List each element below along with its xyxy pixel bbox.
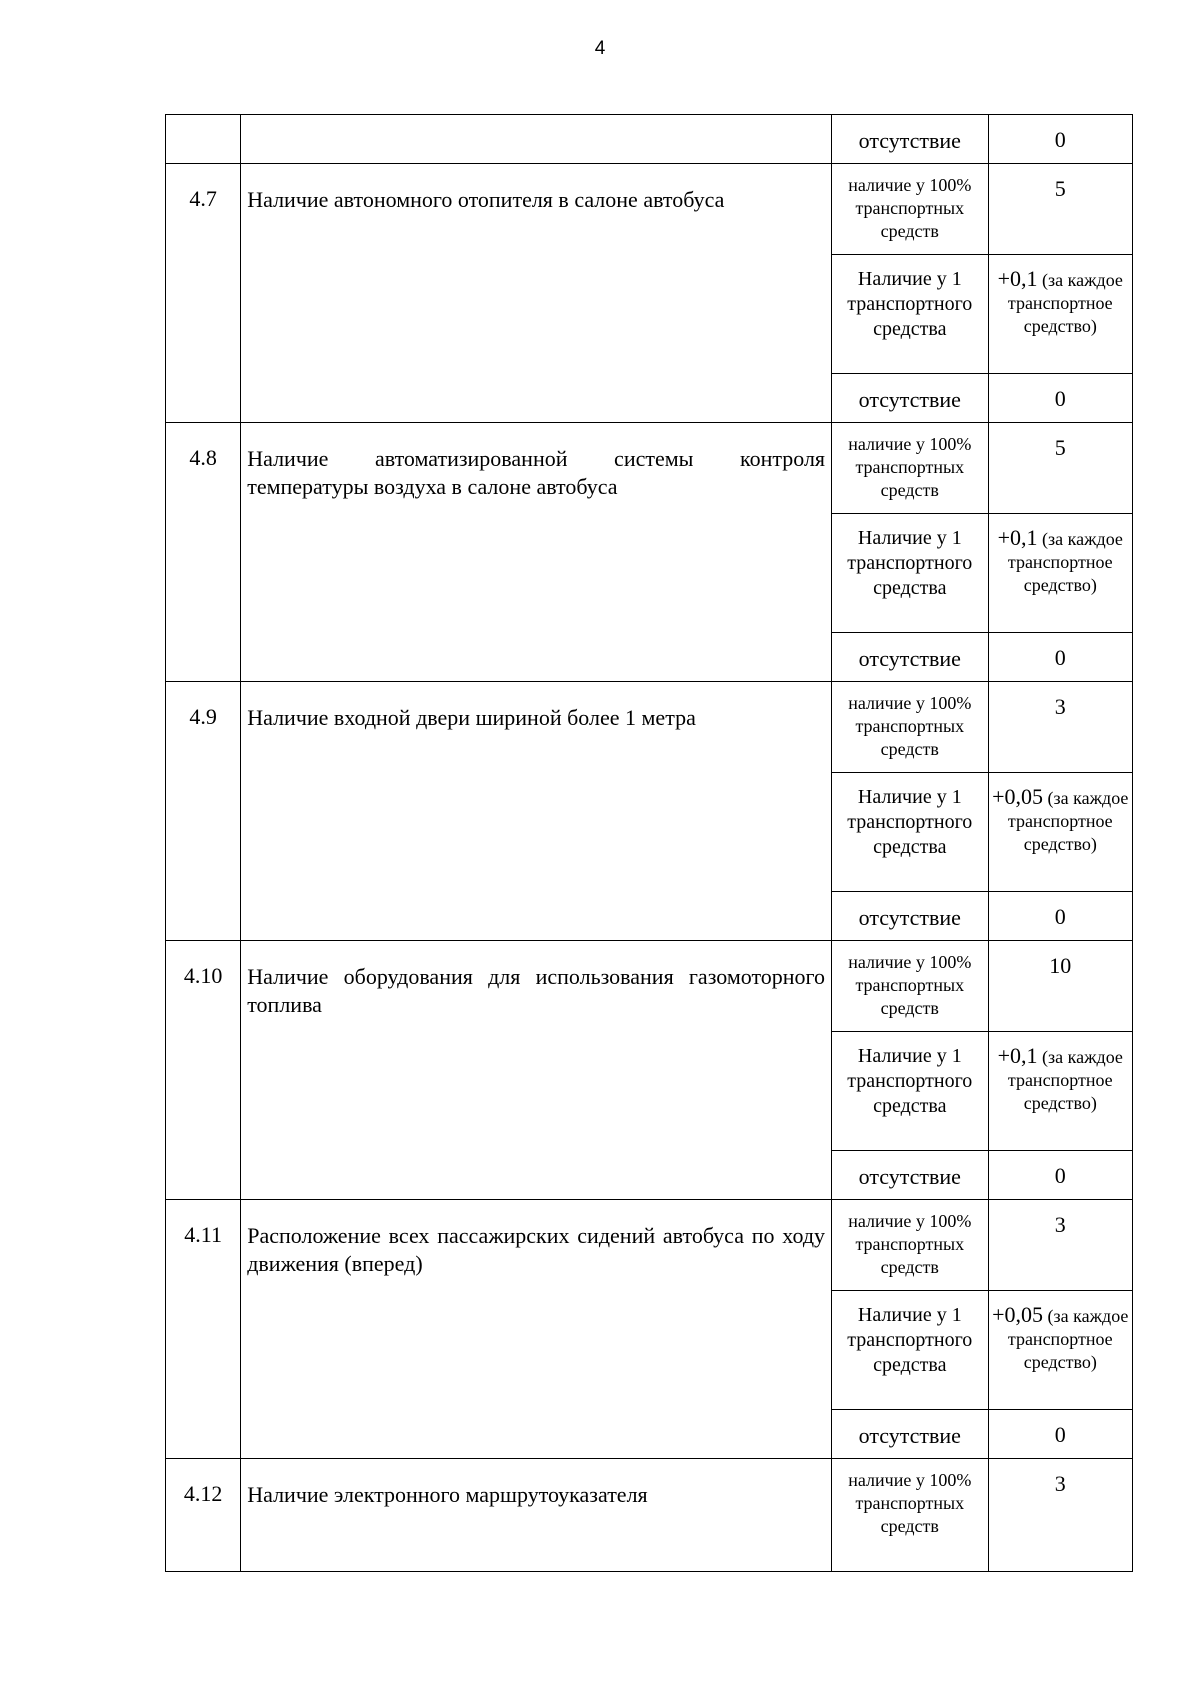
criteria-table (165, 114, 1133, 1572)
score-note: (за каждое транспортное средство) (1007, 788, 1129, 854)
condition-text: Наличие у 1 транспортного средства (847, 1304, 973, 1376)
condition-cell (832, 164, 988, 255)
score-cell (988, 1032, 1132, 1151)
score-cell (988, 941, 1132, 1032)
score-cell (988, 1410, 1132, 1459)
score-text: +0,1 (997, 1043, 1038, 1068)
condition-cell (832, 255, 988, 374)
score-text: 5 (1054, 176, 1066, 201)
score-text: 0 (1054, 904, 1066, 929)
criterion-row (166, 423, 1133, 514)
criterion-number: 4.9 (166, 682, 241, 941)
score-note: (за каждое транспортное средство) (1007, 1047, 1123, 1113)
page-number: 4 (594, 38, 606, 59)
score-text: 3 (1054, 1471, 1066, 1496)
condition-text: Наличие у 1 транспортного средства (847, 1045, 973, 1117)
condition-cell (832, 892, 988, 941)
condition-cell (832, 773, 988, 892)
condition-text: Наличие у 1 транспортного средства (847, 786, 973, 858)
condition-cell (832, 374, 988, 423)
condition-text: отсутствие (858, 646, 961, 671)
score-note: (за каждое транспортное средство) (1007, 1306, 1129, 1372)
score-text: 0 (1054, 645, 1066, 670)
score-text: +0,05 (992, 784, 1044, 809)
condition-text: наличие у 100% транспортных средств (848, 175, 972, 241)
condition-cell (832, 423, 988, 514)
continuation-desc-cell (241, 115, 832, 164)
criterion-description: Наличие автоматизированной системы контроля температуры воздуха в салоне автобуса (241, 423, 832, 682)
condition-text: наличие у 100% транспортных средств (848, 693, 972, 759)
score-text: 0 (1054, 1422, 1066, 1447)
condition-cell (832, 682, 988, 773)
condition-text: наличие у 100% транспортных средств (848, 1470, 972, 1536)
score-text: 0 (1054, 127, 1066, 152)
criterion-row (166, 1200, 1133, 1291)
score-cell (988, 164, 1132, 255)
score-cell (988, 892, 1132, 941)
criterion-number: 4.11 (166, 1200, 241, 1459)
criterion-number: 4.7 (166, 164, 241, 423)
criterion-row (166, 1459, 1133, 1572)
criterion-row (166, 164, 1133, 255)
criterion-number: 4.12 (166, 1459, 241, 1572)
continuation-row (166, 115, 1133, 164)
condition-text: Наличие у 1 транспортного средства (847, 268, 973, 340)
condition-cell (832, 1032, 988, 1151)
criterion-description: Наличие автономного отопителя в салоне автобуса (241, 164, 832, 423)
condition-cell (832, 1291, 988, 1410)
condition-cell (832, 633, 988, 682)
score-cell (988, 1459, 1132, 1572)
condition-cell (832, 514, 988, 633)
condition-cell (832, 1200, 988, 1291)
condition-cell (832, 115, 988, 164)
criterion-description: Наличие электронного маршрутоуказателя (241, 1459, 832, 1572)
score-text: 0 (1054, 1163, 1066, 1188)
score-cell (988, 115, 1132, 164)
condition-text: отсутствие (858, 1423, 961, 1448)
condition-text: отсутствие (858, 905, 961, 930)
criterion-number: 4.8 (166, 423, 241, 682)
score-text: 3 (1054, 1212, 1066, 1237)
condition-text: наличие у 100% транспортных средств (848, 1211, 972, 1277)
score-cell (988, 1291, 1132, 1410)
criterion-number: 4.10 (166, 941, 241, 1200)
score-cell (988, 633, 1132, 682)
criterion-description: Наличие оборудования для использования газомоторного топлива (241, 941, 832, 1200)
score-cell (988, 423, 1132, 514)
criterion-row (166, 941, 1133, 1032)
score-cell (988, 374, 1132, 423)
score-text: 3 (1054, 694, 1066, 719)
criterion-description: Расположение всех пассажирских сидений автобуса по ходу движения (вперед) (241, 1200, 832, 1459)
score-cell (988, 255, 1132, 374)
condition-cell (832, 1410, 988, 1459)
condition-text: отсутствие (858, 1164, 961, 1189)
condition-text: наличие у 100% транспортных средств (848, 434, 972, 500)
score-text: 10 (1049, 953, 1072, 978)
criterion-row (166, 682, 1133, 773)
score-cell (988, 773, 1132, 892)
score-cell (988, 1200, 1132, 1291)
condition-text: отсутствие (858, 128, 961, 153)
score-cell (988, 514, 1132, 633)
score-text: +0,1 (997, 266, 1038, 291)
condition-text: наличие у 100% транспортных средств (848, 952, 972, 1018)
score-text: +0,1 (997, 525, 1038, 550)
condition-text: Наличие у 1 транспортного средства (847, 527, 973, 599)
score-text: 5 (1054, 435, 1066, 460)
score-note: (за каждое транспортное средство) (1007, 529, 1123, 595)
condition-text: отсутствие (858, 387, 961, 412)
condition-cell (832, 1459, 988, 1572)
score-cell (988, 682, 1132, 773)
score-note: (за каждое транспортное средство) (1007, 270, 1123, 336)
score-cell (988, 1151, 1132, 1200)
score-text: 0 (1054, 386, 1066, 411)
score-text: +0,05 (992, 1302, 1044, 1327)
continuation-num-cell (166, 115, 241, 164)
condition-cell (832, 1151, 988, 1200)
condition-cell (832, 941, 988, 1032)
criterion-description: Наличие входной двери шириной более 1 метра (241, 682, 832, 941)
